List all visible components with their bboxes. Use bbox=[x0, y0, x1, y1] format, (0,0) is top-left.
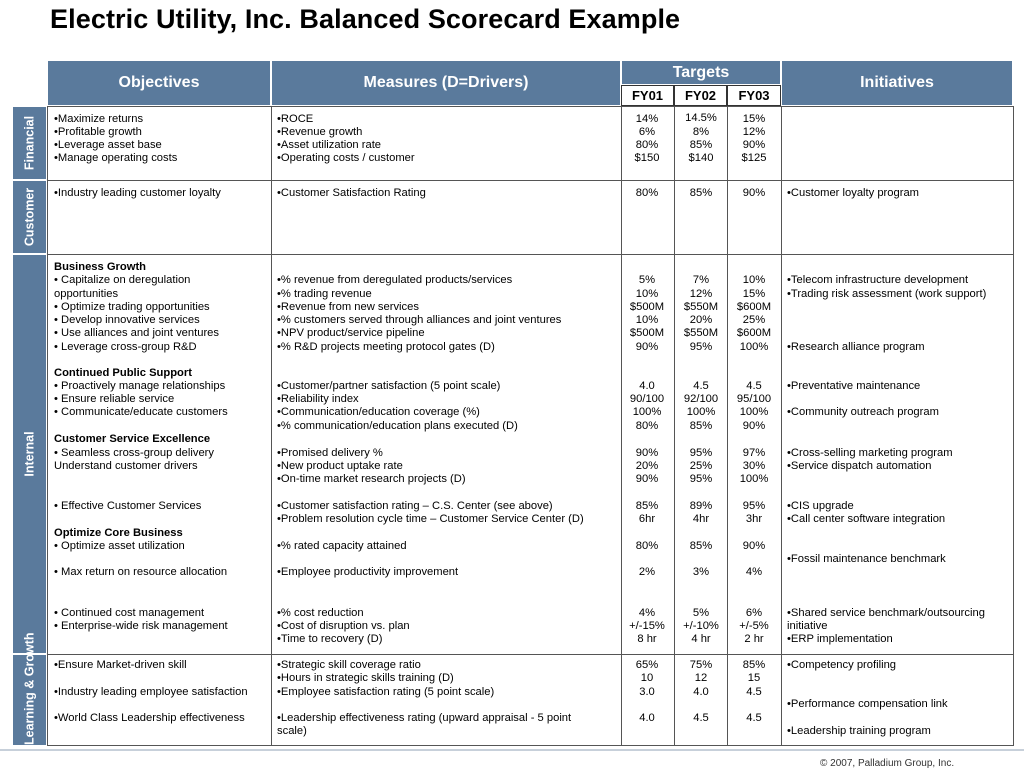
fy02-value: 85% bbox=[689, 540, 713, 552]
fy01-value: 90/100 bbox=[629, 393, 665, 405]
fy02-value: 4 hr bbox=[691, 633, 711, 645]
fy02-value: 3% bbox=[692, 566, 710, 578]
fy03-value: 3hr bbox=[745, 513, 763, 525]
internal-initiative: •ERP implementation bbox=[787, 633, 893, 645]
fy01-value: 65% bbox=[635, 659, 659, 671]
fy03-value: 95/100 bbox=[736, 393, 772, 405]
fy01-value: 10% bbox=[635, 288, 659, 300]
grid-line bbox=[781, 106, 782, 746]
internal-initiative: •Trading risk assessment (work support) bbox=[787, 288, 987, 300]
internal-objective: • Optimize trading opportunities bbox=[54, 301, 210, 313]
perspective-learning bbox=[12, 632, 47, 746]
fy01-value: 4.0 bbox=[639, 380, 655, 392]
fy02-value: 100% bbox=[686, 406, 716, 418]
financial-objective: •Manage operating costs bbox=[54, 152, 178, 164]
fy02-value: 7% bbox=[692, 274, 710, 286]
fy03-value: 15 bbox=[747, 672, 761, 684]
fy02-value: +/-10% bbox=[683, 620, 719, 632]
perspective-internal-label: Internal bbox=[22, 431, 36, 477]
page-title: Electric Utility, Inc. Balanced Scorecard Example bbox=[50, 4, 681, 34]
financial-objective: •Leverage asset base bbox=[54, 139, 162, 151]
fy03-header: FY03 bbox=[727, 85, 781, 106]
fy02-value: 95% bbox=[689, 447, 713, 459]
customer-objective: •Industry leading customer loyalty bbox=[54, 187, 221, 199]
fy02-value: 92/100 bbox=[683, 393, 719, 405]
fy03-value: 100% bbox=[739, 473, 769, 485]
financial-measure: •Operating costs / customer bbox=[277, 152, 415, 164]
fy01-value: $500M bbox=[629, 327, 665, 339]
fy03-value: 90% bbox=[742, 187, 766, 199]
internal-measure: •% cost reduction bbox=[277, 607, 364, 619]
fy03-value: 6% bbox=[745, 607, 763, 619]
grid-line bbox=[47, 254, 1014, 255]
fy02-value: $550M bbox=[683, 327, 719, 339]
internal-measure: •% customers served through alliances and joint ventures bbox=[277, 314, 562, 326]
fy03-value: 4.5 bbox=[746, 686, 762, 698]
fy03-value: 10% bbox=[742, 274, 766, 286]
internal-objective: • Continued cost management bbox=[54, 607, 205, 619]
internal-objective: • Leverage cross-group R&D bbox=[54, 341, 197, 353]
learning-label-text: Learning & Growth bbox=[22, 632, 36, 745]
fy01-value: 80% bbox=[635, 187, 659, 199]
section-title: Optimize Core Business bbox=[54, 527, 183, 539]
internal-measure: •Communication/education coverage (%) bbox=[277, 406, 480, 418]
internal-measure: •Customer satisfaction rating – C.S. Center (see above) bbox=[277, 500, 553, 512]
learning-measure: •Employee satisfaction rating (5 point scale) bbox=[277, 686, 495, 698]
internal-objective: • Seamless cross-group delivery bbox=[54, 447, 214, 459]
fy03-value: 12% bbox=[742, 126, 766, 138]
internal-measure: •Customer/partner satisfaction (5 point scale) bbox=[277, 380, 501, 392]
learning-initiative: •Competency profiling bbox=[787, 659, 897, 671]
internal-objective: • Capitalize on deregulation bbox=[54, 274, 191, 286]
learning-objective: •Industry leading employee satisfaction bbox=[54, 686, 248, 698]
internal-measure: •% communication/education plans executed (D) bbox=[277, 420, 518, 432]
internal-initiative: •Community outreach program bbox=[787, 406, 939, 418]
learning-measure: scale) bbox=[277, 725, 307, 737]
measures-header bbox=[271, 60, 621, 106]
fy01-value: 20% bbox=[635, 460, 659, 472]
fy02-value: 5% bbox=[692, 607, 710, 619]
fy02-value: 95% bbox=[689, 341, 713, 353]
perspective-learning-label bbox=[22, 632, 36, 745]
fy03-value: 90% bbox=[742, 540, 766, 552]
objectives-header-label: Objectives bbox=[118, 74, 200, 91]
fy03-value: $125 bbox=[741, 152, 767, 164]
fy01-value: 90% bbox=[635, 447, 659, 459]
learning-measure: •Strategic skill coverage ratio bbox=[277, 659, 421, 671]
financial-objective: •Profitable growth bbox=[54, 126, 142, 138]
fy02-value: $550M bbox=[683, 301, 719, 313]
fy02-value: 12 bbox=[694, 672, 708, 684]
internal-initiative: •Preventative maintenance bbox=[787, 380, 921, 392]
financial-measure: •ROCE bbox=[277, 113, 314, 125]
internal-measure: •% trading revenue bbox=[277, 288, 372, 300]
internal-initiative: •Shared service benchmark/outsourcing bbox=[787, 607, 985, 619]
fy01-value: $150 bbox=[634, 152, 660, 164]
fy02-value: 89% bbox=[689, 500, 713, 512]
grid-line bbox=[674, 106, 675, 746]
internal-initiative: •Fossil maintenance benchmark bbox=[787, 553, 946, 565]
objectives-header bbox=[47, 60, 271, 106]
fy03-value: 100% bbox=[739, 406, 769, 418]
grid-line bbox=[47, 654, 1014, 655]
internal-measure: •New product uptake rate bbox=[277, 460, 403, 472]
internal-objective: • Enterprise-wide risk management bbox=[54, 620, 228, 632]
fy03-value: 15% bbox=[742, 113, 766, 125]
section-title: Business Growth bbox=[54, 261, 147, 273]
fy01-value: 5% bbox=[638, 274, 656, 286]
customer-measure: •Customer Satisfaction Rating bbox=[277, 187, 426, 199]
initiatives-header bbox=[781, 60, 1013, 106]
internal-initiative: initiative bbox=[787, 620, 828, 632]
internal-measure: •Reliability index bbox=[277, 393, 359, 405]
grid-line bbox=[621, 106, 622, 746]
fy03-value: 90% bbox=[742, 420, 766, 432]
learning-objective: •World Class Leadership effectiveness bbox=[54, 712, 245, 724]
grid-line bbox=[47, 106, 1014, 107]
fy03-value: +/-5% bbox=[739, 620, 769, 632]
fy02-value: 85% bbox=[689, 420, 713, 432]
fy03-value: 2 hr bbox=[744, 633, 764, 645]
fy01-value: 4% bbox=[638, 607, 656, 619]
internal-initiative: •Research alliance program bbox=[787, 341, 925, 353]
internal-initiative: •Cross-selling marketing program bbox=[787, 447, 953, 459]
grid-line bbox=[1013, 106, 1014, 746]
financial-measure: •Revenue growth bbox=[277, 126, 363, 138]
measures-header-label: Measures (D=Drivers) bbox=[363, 74, 529, 91]
fy03-value: 4% bbox=[745, 566, 763, 578]
internal-measure: •Revenue from new services bbox=[277, 301, 419, 313]
fy02-value: 4.0 bbox=[693, 686, 709, 698]
fy01-value: 6% bbox=[638, 126, 656, 138]
fy03-value: 30% bbox=[742, 460, 766, 472]
section-title: Customer Service Excellence bbox=[54, 433, 211, 445]
fy03-value: 4.5 bbox=[746, 712, 762, 724]
fy03-value: 95% bbox=[742, 500, 766, 512]
section-title: Continued Public Support bbox=[54, 367, 192, 379]
fy01-value: 10% bbox=[635, 314, 659, 326]
internal-objective: Understand customer drivers bbox=[54, 460, 198, 472]
internal-objective: opportunities bbox=[54, 288, 119, 300]
fy02-value: $140 bbox=[688, 152, 714, 164]
targets-header-label: Targets bbox=[672, 63, 730, 81]
learning-initiative: •Performance compensation link bbox=[787, 698, 948, 710]
fy01-value: 85% bbox=[635, 500, 659, 512]
fy01-value: 80% bbox=[635, 139, 659, 151]
fy01-value: +/-15% bbox=[629, 620, 665, 632]
fy01-value: 80% bbox=[635, 540, 659, 552]
fy01-value: 8 hr bbox=[637, 633, 657, 645]
fy02-value: 8% bbox=[692, 126, 710, 138]
fy01-header: FY01 bbox=[621, 85, 674, 106]
fy02-value: 4hr bbox=[692, 513, 710, 525]
internal-measure: •Employee productivity improvement bbox=[277, 566, 459, 578]
fy02-value: 4.5 bbox=[693, 380, 709, 392]
internal-objective: • Effective Customer Services bbox=[54, 500, 202, 512]
fy02-value: 25% bbox=[689, 460, 713, 472]
internal-measure: •Time to recovery (D) bbox=[277, 633, 383, 645]
grid-line bbox=[271, 106, 272, 746]
internal-objective: • Communicate/educate customers bbox=[54, 406, 228, 418]
fy03-value: 85% bbox=[742, 659, 766, 671]
targets-header bbox=[621, 60, 781, 85]
fy02-value: 14.5% bbox=[685, 112, 717, 124]
footer-divider bbox=[0, 749, 1024, 751]
internal-measure: •Promised delivery % bbox=[277, 447, 383, 459]
internal-objective: • Max return on resource allocation bbox=[54, 566, 228, 578]
internal-initiative: •CIS upgrade bbox=[787, 500, 854, 512]
fy01-value: 14% bbox=[635, 113, 659, 125]
customer-initiative: •Customer loyalty program bbox=[787, 187, 919, 199]
fy01-value: 4.0 bbox=[639, 712, 655, 724]
grid-line bbox=[47, 180, 1014, 181]
learning-objective: •Ensure Market-driven skill bbox=[54, 659, 187, 671]
fy03-value: $600M bbox=[736, 301, 772, 313]
grid-line bbox=[47, 745, 1014, 746]
internal-measure: •Problem resolution cycle time – Customer Service Center (D) bbox=[277, 513, 584, 525]
internal-measure: •% revenue from deregulated products/services bbox=[277, 274, 513, 286]
internal-measure: •% R&D projects meeting protocol gates (D) bbox=[277, 341, 495, 353]
fy02-value: 4.5 bbox=[693, 712, 709, 724]
grid-line bbox=[727, 106, 728, 746]
fy01-value: 80% bbox=[635, 420, 659, 432]
copyright: © 2007, Palladium Group, Inc. bbox=[820, 758, 955, 769]
internal-objective: • Use alliances and joint ventures bbox=[54, 327, 219, 339]
fy02-value: 85% bbox=[689, 187, 713, 199]
internal-measure: •On-time market research projects (D) bbox=[277, 473, 466, 485]
perspective-financial-label: Financial bbox=[22, 115, 36, 171]
fy01-value: 90% bbox=[635, 473, 659, 485]
perspective-customer bbox=[12, 180, 47, 254]
internal-measure: •NPV product/service pipeline bbox=[277, 327, 425, 339]
learning-measure: •Hours in strategic skills training (D) bbox=[277, 672, 454, 684]
fy03-value: 97% bbox=[742, 447, 766, 459]
internal-objective: • Optimize asset utilization bbox=[54, 540, 185, 552]
internal-objective: • Ensure reliable service bbox=[54, 393, 175, 405]
perspective-customer-label: Customer bbox=[22, 187, 36, 247]
internal-initiative: •Service dispatch automation bbox=[787, 460, 932, 472]
perspective-financial bbox=[12, 106, 47, 180]
fy01-value: 2% bbox=[638, 566, 656, 578]
fy01-value: 3.0 bbox=[639, 686, 655, 698]
internal-measure: •% rated capacity attained bbox=[277, 540, 407, 552]
fy02-value: 95% bbox=[689, 473, 713, 485]
internal-objective: • Proactively manage relationships bbox=[54, 380, 226, 392]
fy02-value: 12% bbox=[689, 288, 713, 300]
fy02-value: 85% bbox=[689, 139, 713, 151]
internal-initiative: •Telecom infrastructure development bbox=[787, 274, 969, 286]
fy01-value: 100% bbox=[632, 406, 662, 418]
fy03-value: 90% bbox=[742, 139, 766, 151]
fy03-value: $600M bbox=[736, 327, 772, 339]
fy01-value: $500M bbox=[629, 301, 665, 313]
initiatives-header-label: Initiatives bbox=[860, 74, 934, 91]
fy02-value: 75% bbox=[689, 659, 713, 671]
fy02-header: FY02 bbox=[674, 85, 727, 106]
fy03-value: 25% bbox=[742, 314, 766, 326]
financial-measure: •Asset utilization rate bbox=[277, 139, 382, 151]
internal-measure: •Cost of disruption vs. plan bbox=[277, 620, 410, 632]
internal-initiative: •Call center software integration bbox=[787, 513, 946, 525]
fy01-value: 90% bbox=[635, 341, 659, 353]
fy03-value: 15% bbox=[742, 288, 766, 300]
grid-line bbox=[47, 106, 48, 746]
fy03-value: 4.5 bbox=[746, 380, 762, 392]
learning-measure: •Leadership effectiveness rating (upward appraisal - 5 point bbox=[277, 712, 572, 724]
perspective-internal bbox=[12, 254, 47, 654]
learning-initiative: •Leadership training program bbox=[787, 725, 931, 737]
fy03-value: 100% bbox=[739, 341, 769, 353]
internal-objective: • Develop innovative services bbox=[54, 314, 200, 326]
fy02-value: 20% bbox=[689, 314, 713, 326]
fy01-value: 6hr bbox=[638, 513, 656, 525]
fy01-value: 10 bbox=[640, 672, 654, 684]
financial-objective: •Maximize returns bbox=[54, 113, 144, 125]
